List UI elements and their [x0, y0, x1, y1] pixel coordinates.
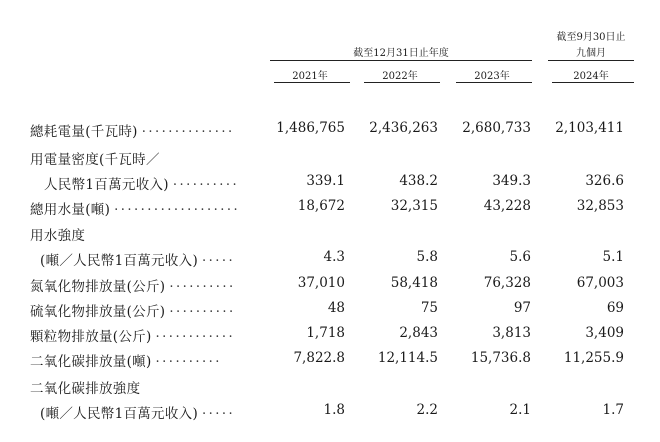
row-value-2024: 2,103,411 — [555, 120, 624, 136]
row-value-2021: 48 — [327, 300, 345, 316]
header-year-2024: 2024年 — [573, 71, 609, 82]
row-label: 顆粒物排放量(公斤) — [30, 329, 152, 345]
row-value-2023: 2.1 — [509, 402, 531, 418]
row-value-2021: 4.3 — [323, 249, 345, 265]
row-label: 用水強度 — [30, 228, 86, 244]
row-value-2021: 1.8 — [323, 402, 345, 418]
row-leader-dots: ..... — [202, 250, 236, 265]
header-year-2023: 2023年 — [474, 71, 510, 82]
header-rule-ytd — [548, 60, 634, 61]
row-value-2022: 2.2 — [416, 402, 438, 418]
row-label: 二氧化碳排放量(噸) — [30, 354, 152, 370]
header-group-ytd-line1: 截至9月30日止 — [556, 32, 626, 43]
row-label: 二氧化碳排放強度 — [30, 381, 141, 397]
row-value-2022: 438.2 — [399, 173, 438, 189]
row-value-2021: 18,672 — [297, 198, 345, 214]
row-label: 氮氧化物排放量(公斤) — [30, 279, 166, 295]
row-label: (噸／人民幣1百萬元收入) — [40, 253, 199, 269]
row-value-2024: 32,853 — [576, 198, 624, 214]
row-value-2024: 11,255.9 — [563, 350, 624, 366]
row-leader-dots: .......... — [172, 174, 240, 189]
row-value-2021: 339.1 — [306, 173, 345, 189]
row-label: (噸／人民幣1百萬元收入) — [40, 406, 199, 422]
row-leader-dots: ..... — [202, 403, 236, 418]
row-value-2023: 2,680,733 — [462, 120, 531, 136]
row-value-2022: 12,114.5 — [377, 350, 438, 366]
row-value-2024: 67,003 — [576, 275, 624, 291]
row-value-2022: 75 — [420, 300, 438, 316]
row-value-2023: 76,328 — [483, 275, 531, 291]
header-group-ytd-line2: 九個月 — [576, 48, 606, 59]
row-value-2021: 1,486,765 — [276, 120, 345, 136]
row-label: 總耗電量(千瓦時) — [30, 124, 138, 140]
header-rule-fy — [270, 60, 532, 61]
row-value-2022: 5.8 — [416, 249, 438, 265]
row-value-2024: 1.7 — [602, 402, 624, 418]
row-value-2023: 5.6 — [509, 249, 531, 265]
row-value-2024: 3,409 — [585, 325, 624, 341]
row-value-2022: 58,418 — [390, 275, 438, 291]
row-value-2023: 97 — [513, 300, 531, 316]
row-leader-dots: .............. — [141, 121, 235, 136]
row-leader-dots: ................... — [114, 199, 241, 214]
year-rule-2024 — [552, 82, 634, 83]
row-value-2023: 43,228 — [483, 198, 531, 214]
year-rule-2022 — [364, 82, 440, 83]
row-value-2023: 3,813 — [492, 325, 531, 341]
row-label: 用電量密度(千瓦時／ — [30, 152, 160, 168]
row-value-2024: 326.6 — [585, 173, 624, 189]
row-leader-dots: .......... — [169, 276, 236, 291]
row-label: 人民幣1百萬元收入) — [44, 177, 169, 193]
year-rule-2023 — [456, 82, 532, 83]
row-leader-dots: ............ — [155, 326, 236, 341]
header-year-2022: 2022年 — [382, 71, 418, 82]
header-group-fy: 截至12月31日止年度 — [353, 48, 449, 59]
row-value-2021: 7,822.8 — [293, 350, 345, 366]
row-value-2023: 349.3 — [492, 173, 531, 189]
year-rule-2021 — [274, 82, 350, 83]
row-leader-dots: .......... — [155, 351, 222, 366]
header-year-2021: 2021年 — [292, 71, 328, 82]
row-value-2024: 69 — [606, 300, 624, 316]
row-value-2022: 2,436,263 — [369, 120, 438, 136]
row-value-2023: 15,736.8 — [470, 350, 531, 366]
row-value-2021: 1,718 — [306, 325, 345, 341]
row-leader-dots: .......... — [169, 301, 236, 316]
row-label: 總用水量(噸) — [30, 202, 111, 218]
row-value-2024: 5.1 — [602, 249, 624, 265]
row-value-2022: 2,843 — [399, 325, 438, 341]
row-value-2021: 37,010 — [297, 275, 345, 291]
row-label: 硫氧化物排放量(公斤) — [30, 304, 166, 320]
row-value-2022: 32,315 — [390, 198, 438, 214]
